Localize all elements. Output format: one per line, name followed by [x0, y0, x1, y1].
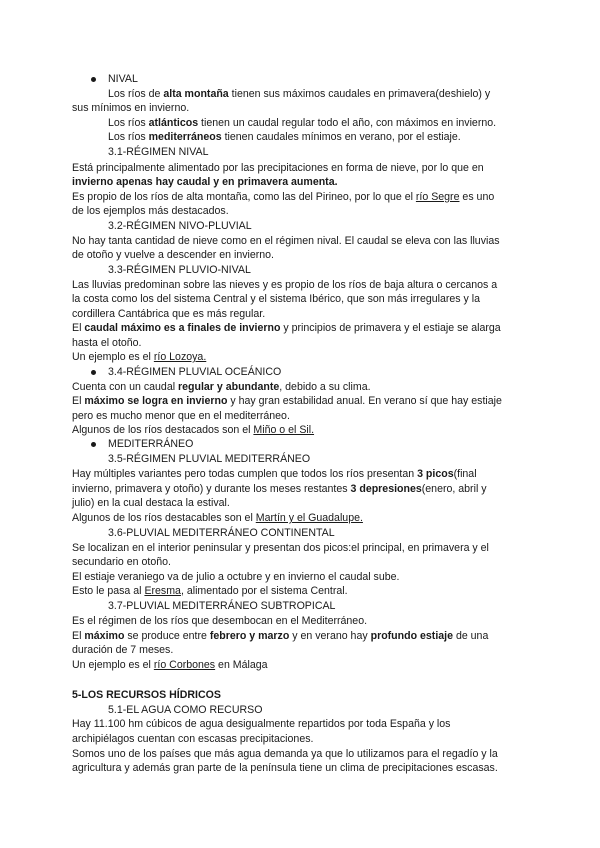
s33-p2-line2: hasta el otoño.	[72, 337, 142, 349]
bullet-dot	[91, 77, 96, 82]
s33-p1-line3: cordillera Cantábrica que es más regular.	[72, 308, 266, 320]
s31-p2-line2: de los ejemplos más destacados.	[72, 205, 229, 217]
bullet-nival: NIVAL	[108, 73, 138, 85]
bullet-dot	[91, 442, 96, 447]
s31-p1-line1: Está principalmente alimentado por las precipitaciones en forma de nieve, por lo que en	[72, 162, 484, 174]
s35-p1-line3: julio) en la cual destaca la estival.	[72, 497, 230, 509]
s33-p3: Un ejemplo es el río Lozoya.	[72, 351, 207, 363]
s37-p2-line2: duración de 7 meses.	[72, 644, 174, 656]
heading-5-1: 5.1-EL AGUA COMO RECURSO	[108, 704, 263, 716]
nival-mediterranean-line: Los ríos mediterráneos tienen caudales mínimos en verano, por el estiaje.	[108, 131, 461, 143]
nival-alta-line2: sus mínimos en invierno.	[72, 102, 190, 114]
heading-3-6: 3.6-PLUVIAL MEDITERRÁNEO CONTINENTAL	[108, 527, 335, 539]
s37-p2-line1: El máximo se produce entre febrero y marzo y en verano hay profundo estiaje de una	[72, 630, 489, 642]
s36-p1-line1: Se localizan en el interior peninsular y presentan dos picos:el principal, en primavera y el	[72, 542, 489, 554]
nival-alta-line1: Los ríos de alta montaña tienen sus máximos caudales en primavera(deshielo) y	[108, 88, 491, 100]
s37-p1: Es el régimen de los ríos que desembocan en el Mediterráneo.	[72, 615, 368, 627]
s31-p2-line1: Es propio de los ríos de alta montaña, como las del Pirineo, por lo que el río Segre es uno	[72, 191, 495, 203]
s5-p2-line1: Somos uno de los países que más agua demanda ya que lo utilizamos para el regadío y la	[72, 748, 498, 760]
heading-3-3: 3.3-RÉGIMEN PLUVIO-NIVAL	[108, 264, 251, 276]
bullet-dot	[91, 370, 96, 375]
s37-p3: Un ejemplo es el río Corbones en Málaga	[72, 659, 268, 671]
s32-p1-line1: No hay tanta cantidad de nieve como en el régimen nival. El caudal se eleva con las lluvias	[72, 235, 500, 247]
bullet-mediterraneo: MEDITERRÁNEO	[108, 438, 194, 450]
s34-p2-line1: El máximo se logra en invierno y hay gran estabilidad anual. En verano sí que hay estiaje	[72, 395, 502, 407]
s33-p1-line1: Las lluvias predominan sobre las nieves y es propio de los ríos de baja altura o cercanos a	[72, 279, 498, 291]
s34-p3: Algunos de los ríos destacados son el Miño o el Sil.	[72, 424, 315, 436]
s5-p1-line1: Hay 11.100 hm cúbicos de agua desigualmente repartidos por toda España y los	[72, 718, 451, 730]
heading-5: 5-LOS RECURSOS HÍDRICOS	[72, 689, 221, 701]
s36-p2: El estiaje veraniego va de julio a octubre y en invierno el caudal sube.	[72, 571, 400, 583]
heading-3-5: 3.5-RÉGIMEN PLUVIAL MEDITERRÁNEO	[108, 453, 311, 465]
s5-p1-line2: archipiélagos cuentan con escasas precipitaciones.	[72, 733, 314, 745]
nival-atlantic-line: Los ríos atlánticos tienen un caudal regular todo el año, con máximos en invierno.	[108, 117, 497, 129]
heading-3-2: 3.2-RÉGIMEN NIVO-PLUVIAL	[108, 220, 252, 232]
s35-p2: Algunos de los ríos destacables son el Martín y el Guadalupe.	[72, 512, 363, 524]
s35-p1-line2: invierno, primavera y otoño) y durante los meses restantes 3 depresiones(enero, abril y	[72, 483, 487, 495]
s33-p1-line2: la costa como los del sistema Central y el sistema Ibérico, que son más irregulares y la	[72, 293, 481, 305]
s31-p1-line2: invierno apenas hay caudal y en primavera aumenta.	[72, 176, 338, 188]
heading-3-7: 3.7-PLUVIAL MEDITERRÁNEO SUBTROPICAL	[108, 600, 336, 612]
heading-3-4: 3.4-RÉGIMEN PLUVIAL OCEÁNICO	[108, 366, 282, 378]
s33-p2-line1: El caudal máximo es a finales de invierno y principios de primavera y el estiaje se alarga	[72, 322, 501, 334]
s34-p1: Cuenta con un caudal regular y abundante, debido a su clima.	[72, 381, 371, 393]
s35-p1-line1: Hay múltiples variantes pero todas cumplen que todos los ríos presentan 3 picos(final	[72, 468, 477, 480]
s36-p1-line2: secundario en otoño.	[72, 556, 171, 568]
s32-p1-line2: de otoño y vuelve a descender en invierno.	[72, 249, 275, 261]
s36-p3: Esto le pasa al Eresma, alimentado por el sistema Central.	[72, 585, 348, 597]
s34-p2-line2: pero es mucho menor que en el mediterráneo.	[72, 410, 290, 422]
s5-p2-line2: agricultura y además gran parte de la península tiene un clima de precipitaciones escasas.	[72, 762, 498, 774]
heading-3-1: 3.1-RÉGIMEN NIVAL	[108, 146, 209, 158]
